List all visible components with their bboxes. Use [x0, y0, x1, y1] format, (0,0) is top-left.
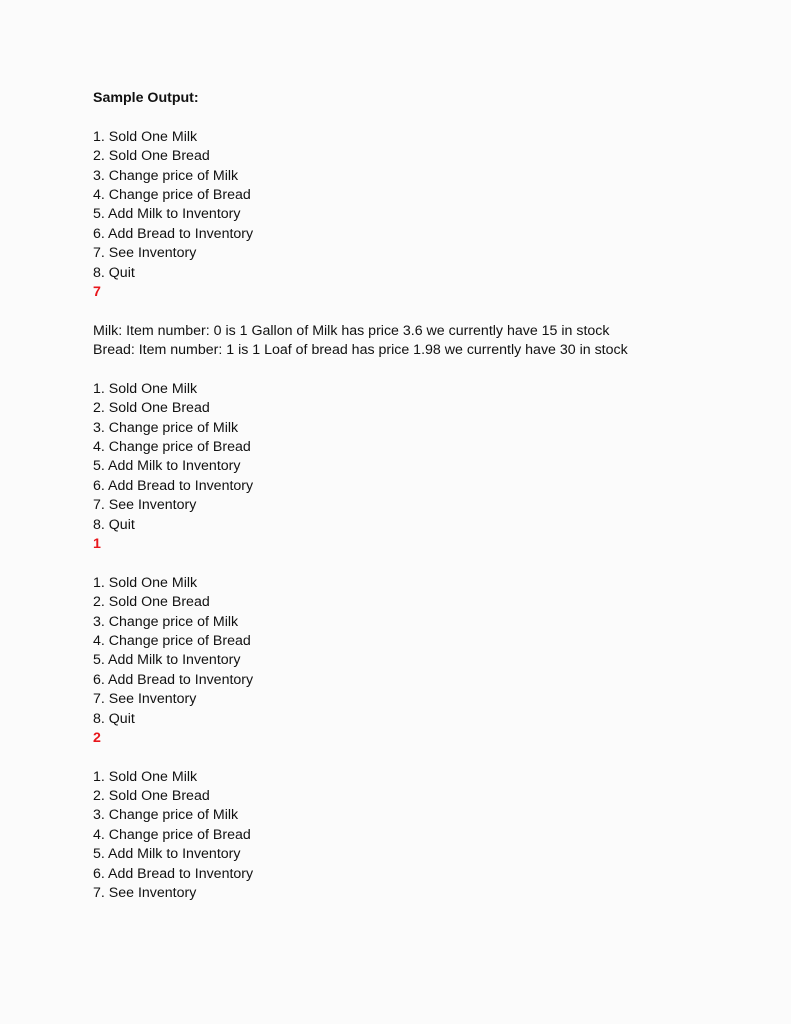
menu-item: 1. Sold One Milk [93, 768, 198, 785]
menu-item: 4. Change price of Bread [93, 439, 251, 456]
menu-item: 5. Add Milk to Inventory [93, 652, 241, 669]
document-title: Sample Output: [93, 90, 199, 106]
menu-item: 2. Sold One Bread [93, 400, 210, 417]
menu-item: 1. Sold One Milk [93, 128, 198, 145]
menu-item: 6. Add Bread to Inventory [93, 671, 254, 688]
user-input: 1 [93, 535, 101, 552]
menu-item: 1. Sold One Milk [93, 380, 198, 397]
menu-item: 7. See Inventory [93, 497, 197, 514]
user-input: 2 [93, 729, 101, 746]
inventory-output [93, 322, 773, 361]
blank-line [93, 748, 773, 767]
menu-item: 5. Add Milk to Inventory [93, 206, 241, 223]
menu-item: 2. Sold One Bread [93, 788, 210, 805]
menu-item: 6. Add Bread to Inventory [93, 865, 254, 882]
inventory-line-milk: Milk: Item number: 0 is 1 Gallon of Milk has price 3.6 we currently have 15 in stock [93, 322, 610, 339]
menu-item: 4. Change price of Bread [93, 826, 251, 843]
menu-block-1 [93, 128, 773, 283]
menu-item: 4. Change price of Bread [93, 632, 251, 649]
menu-block-2 [93, 380, 773, 535]
menu-item: 8. Quit [93, 264, 135, 281]
inventory-line-bread: Bread: Item number: 1 is 1 Loaf of bread has price 1.98 we currently have 30 in stock [93, 342, 628, 359]
menu-item: 3. Change price of Milk [93, 613, 239, 630]
menu-item: 6. Add Bread to Inventory [93, 477, 254, 494]
menu-item: 8. Quit [93, 516, 135, 533]
user-input: 7 [93, 283, 101, 300]
menu-block-4 [93, 768, 773, 904]
menu-block-3 [93, 574, 773, 729]
menu-item: 3. Change price of Milk [93, 167, 239, 184]
menu-item: 8. Quit [93, 710, 135, 727]
blank-line [93, 302, 773, 321]
menu-item: 7. See Inventory [93, 885, 197, 902]
menu-item: 7. See Inventory [93, 691, 197, 708]
menu-item: 3. Change price of Milk [93, 807, 239, 824]
blank-line [93, 554, 773, 573]
menu-item: 5. Add Milk to Inventory [93, 846, 241, 863]
menu-item: 6. Add Bread to Inventory [93, 225, 254, 242]
document-page [93, 89, 773, 903]
menu-item: 5. Add Milk to Inventory [93, 458, 241, 475]
menu-item: 7. See Inventory [93, 245, 197, 262]
blank-line [93, 360, 773, 379]
menu-item: 1. Sold One Milk [93, 574, 198, 591]
menu-item: 3. Change price of Milk [93, 419, 239, 436]
menu-item: 2. Sold One Bread [93, 148, 210, 165]
menu-item: 2. Sold One Bread [93, 594, 210, 611]
menu-item: 4. Change price of Bread [93, 186, 251, 203]
blank-line [93, 108, 773, 127]
